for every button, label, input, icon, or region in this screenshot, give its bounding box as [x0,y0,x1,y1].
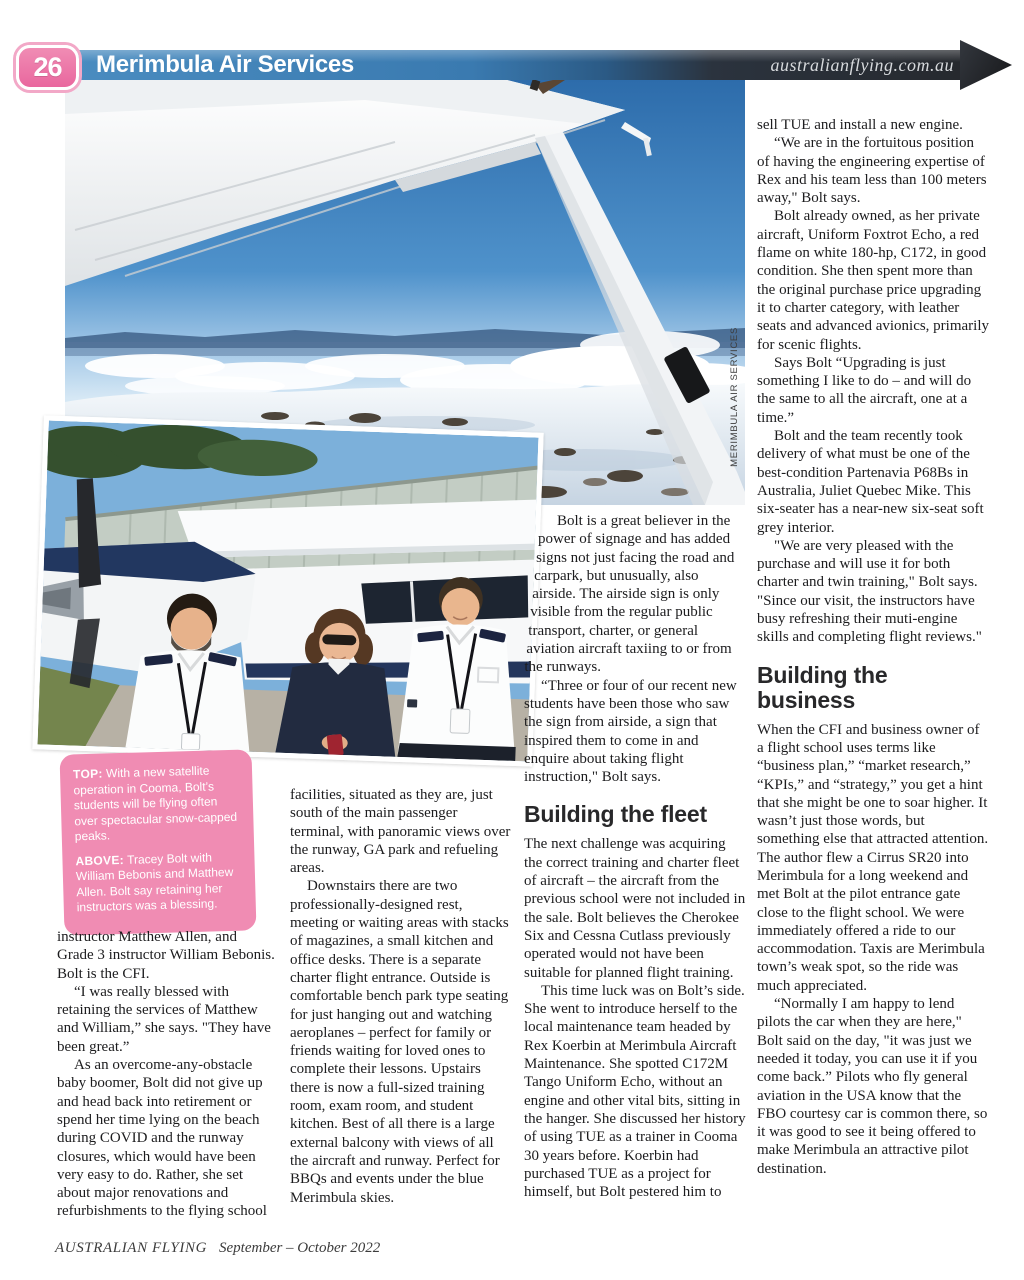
paragraph: "We are very pleased with the purchase and will use it for both charter and twin training," Bolt says. "Since our visit, the instructors have busy refreshing their muti-engine skills and completing flight reviews." [757,537,982,646]
article-column-3 [524,512,746,1201]
page-footer [55,1240,380,1257]
paragraph: “Normally I am happy to lend pilots the car when they are here," Bolt said on the day, "it was just we needed it today, you can use it if you come back.” Pilots who fly general aviation in the USA know that the FBO courtesy car is common there, so it was good to see it being offered to make Merimbula an attractive pilot destination. [757,996,988,1177]
article-column-2 [290,786,512,1207]
paragraph: instructor Matthew Allen, and Grade 3 instructor William Bebonis. Bolt is the CFI. [57,929,275,982]
paragraph: “I was really blessed with retaining the services of Matthew and William,” she says. "They have been great.” [57,983,271,1055]
paragraph: Bolt is a great believer in the power of signage and has added signs not just facing the road and carpark, but unusually, also airside. The airside sign is only visible from the regular public transport, charter, or general aviation aircraft taxiing to or from the runways. [524,513,735,676]
paragraph: Says Bolt “Upgrading is just something I like to do – and will do the same to all the aircraft, one at a time.” [757,354,972,426]
paragraph: Bolt and the team recently took delivery of what must be one of the best-condition Partenavia P68Bs in Australia, Juliet Quebec Mike. This six-seater has a near-new six-seat soft grey interior. [757,428,984,536]
paragraph: Downstairs there are two professionally-designed rest, meeting or waiting areas with stacks of magazines, a small kitchen and office desks. There is a separate charter flight entrance. Outside is comfortable bench park type seating for just hanging out and watching aeroplanes – perfect for family or friends waiting for loved ones to complete their lessons. Upstairs there is now a full-sized training room, exam room, and student kitchen. Best of all there is a large external balcony with views of all the aircraft and runway. Perfect for BBQs and events under the blue Merimbula skies. [290,878,509,1206]
paragraph: facilities, situated as they are, just south of the main passenger terminal, with panoramic views over the runway, GA park and refueling areas. [290,787,511,877]
people-photo [32,415,543,766]
paragraph: Bolt already owned, as her private aircraft, Uniform Foxtrot Echo, a red flame on white 180-hp, C172, in good condition. She then spent more than the original purchase price upgrading it to charter category, with leather seats and advanced avionics, primarily for scenic flights. [757,208,990,353]
article-column-4 [757,116,989,1178]
paragraph: When the CFI and business owner of a flight school uses terms like “business plan,” “market research,” “KPIs,” and “strategy,” you get a hint that she might be one to soar higher. It wasn’t just those words, but something else that attracted attention. The author flew a Cirrus SR20 into Merimbula for a long weekend and met Bolt at the pilot entrance gate close to the flight school. We were immediately offered a ride to our accommodation. Taxis are Merimbula town’s weak spot, so the ride was much appreciated. [757,721,989,994]
caption-top: TOP: With a new satellite operation in Cooma, Bolt’s students will be flying often over spectacular snow-capped peaks. [72,763,238,844]
caption-above: ABOVE: Tracey Bolt with William Bebonis and Matthew Allen. Bolt say retaining her instructors was a blessing. [75,850,234,915]
section-heading-business: Building the business [757,661,888,713]
caption-top-label: TOP: [72,766,103,782]
people-photo-illustration [37,421,538,762]
paragraph: “Three or four of our recent new students have been those who saw the sign from airside, a sign that inspired them to come in and enquire about taking flight instruction," Bolt says. [524,677,737,786]
caption-above-label: ABOVE: [75,852,125,868]
article-column-1 [57,928,277,1221]
paragraph: sell TUE and install a new engine. [757,117,963,133]
page-title: Merimbula Air Services [96,51,354,78]
footer-issue: September – October 2022 [219,1240,381,1256]
section-heading-fleet: Building the fleet [524,801,707,828]
paragraph: “We are in the fortuitous position of having the engineering expertise of Rex and his team less than 100 meters away," Bolt says. [757,135,987,207]
footer-brand: AUSTRALIAN FLYING [55,1240,207,1256]
photo-caption-box [60,749,257,935]
page-number: 26 [33,52,62,82]
website-url: australianflying.com.au [770,54,954,75]
paragraph: As an overcome-any-obstacle baby boomer, Bolt did not give up and head back into retirement or spend her time lying on the beach during COVID and the runway closures, which would have been very easy to do. Rather, she set about major renovations and refurbishments to the flying school [57,1057,267,1220]
paragraph: This time luck was on Bolt’s side. She went to introduce herself to the local maintenance team headed by Rex Koerbin at Merimbula Aircraft Maintenance. She spotted C172M Tango Uniform Echo, without an engine and other vital bits, sitting in the hanger. She discussed her history of using TUE as a trainer in Cooma 30 years before. Koerbin had purchased TUE as a project for himself, but Bolt pestered him to [524,982,746,1201]
paragraph: The next challenge was acquiring the correct training and charter fleet of aircraft – the aircraft from the previous school were not included in the sale. Bolt believes the Cherokee Six and Cessna Cutlass previously operated would not have been suitable for planned flight training. [524,836,746,981]
arrow-right-icon [960,40,1012,90]
header-bar [70,50,962,80]
photo-credit: MERIMBULA AIR SERVICES [729,327,740,467]
page-number-badge [16,45,79,90]
